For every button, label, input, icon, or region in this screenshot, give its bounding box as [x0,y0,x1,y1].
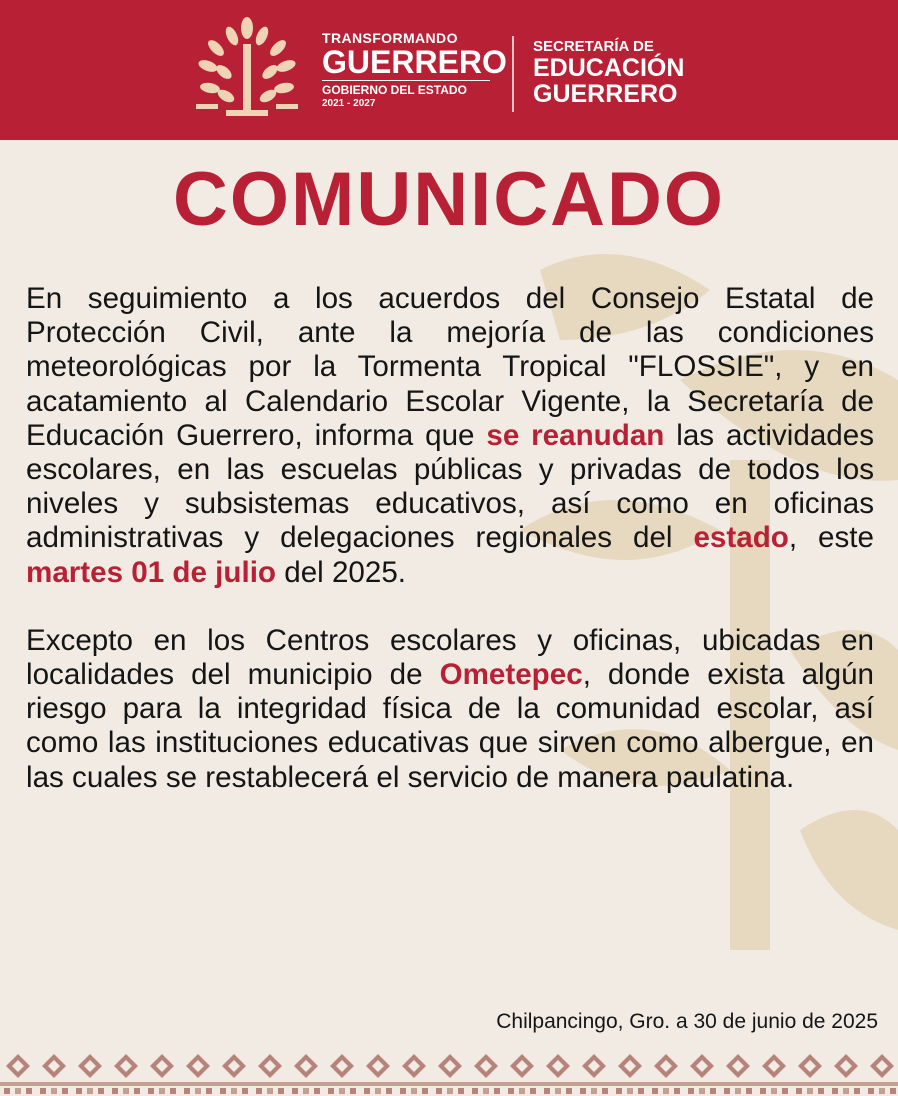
sec-name-line-1: EDUCACIÓN [533,54,685,82]
embroidery-border-pattern [0,1050,898,1096]
highlight-ometepec: Ometepec [439,658,583,692]
paragraph-exceptions [26,624,874,795]
header-divider [512,36,514,112]
sec-prefix: SECRETARÍA DE [533,38,654,55]
gov-subtitle: GOBIERNO DEL ESTADO [322,80,490,97]
p2-text-1: Excepto en los Centros escolares y oficinas, ubicadas en localidades del municipio de [26,623,874,692]
header-banner [0,0,898,140]
gov-name: GUERRERO [322,44,507,80]
gov-tagline: TRANSFORMANDO [322,30,458,46]
paragraph-resumption [26,282,874,590]
tree-emblem-icon [186,14,308,126]
sec-name-line-2: GUERRERO [533,80,678,108]
page-title: COMUNICADO [173,157,725,242]
highlight-estado: estado [693,521,789,555]
gov-years: 2021 - 2027 [322,98,376,109]
place-date-signature: Chilpancingo, Gro. a 30 de junio de 2025 [496,1010,878,1033]
p1-text-1: En seguimiento a los acuerdos del Consejo Estatal de Protección Civil, ante la mejoría de las condiciones meteorológicas por la Tormenta Tropical "FLOSSIE", y en acatamiento al Calendario Escolar Vigente, la Secretaría de Educación Guerrero, informa que [26,282,874,452]
p1-text-4: del 2025. [276,555,407,589]
p1-text-3: , este [788,521,874,555]
p1-text-2: las actividades escolares, en las escuelas públicas y privadas de todos los niveles y subsistemas educativos, así como en oficinas administrativas y delegaciones regionales del [26,418,874,555]
highlight-date: martes 01 de julio [26,555,277,589]
state-government-logo [322,30,507,109]
highlight-se-reanudan: se reanudan [486,418,665,452]
p2-text-2: , donde exista algún riesgo para la integridad física de la comunidad escolar, así como las instituciones educativas que sirven como albergue, en las cuales se restablecerá el servicio de manera paulatina. [26,658,874,794]
communique-body [26,282,874,829]
secretariat-logo [533,38,684,107]
